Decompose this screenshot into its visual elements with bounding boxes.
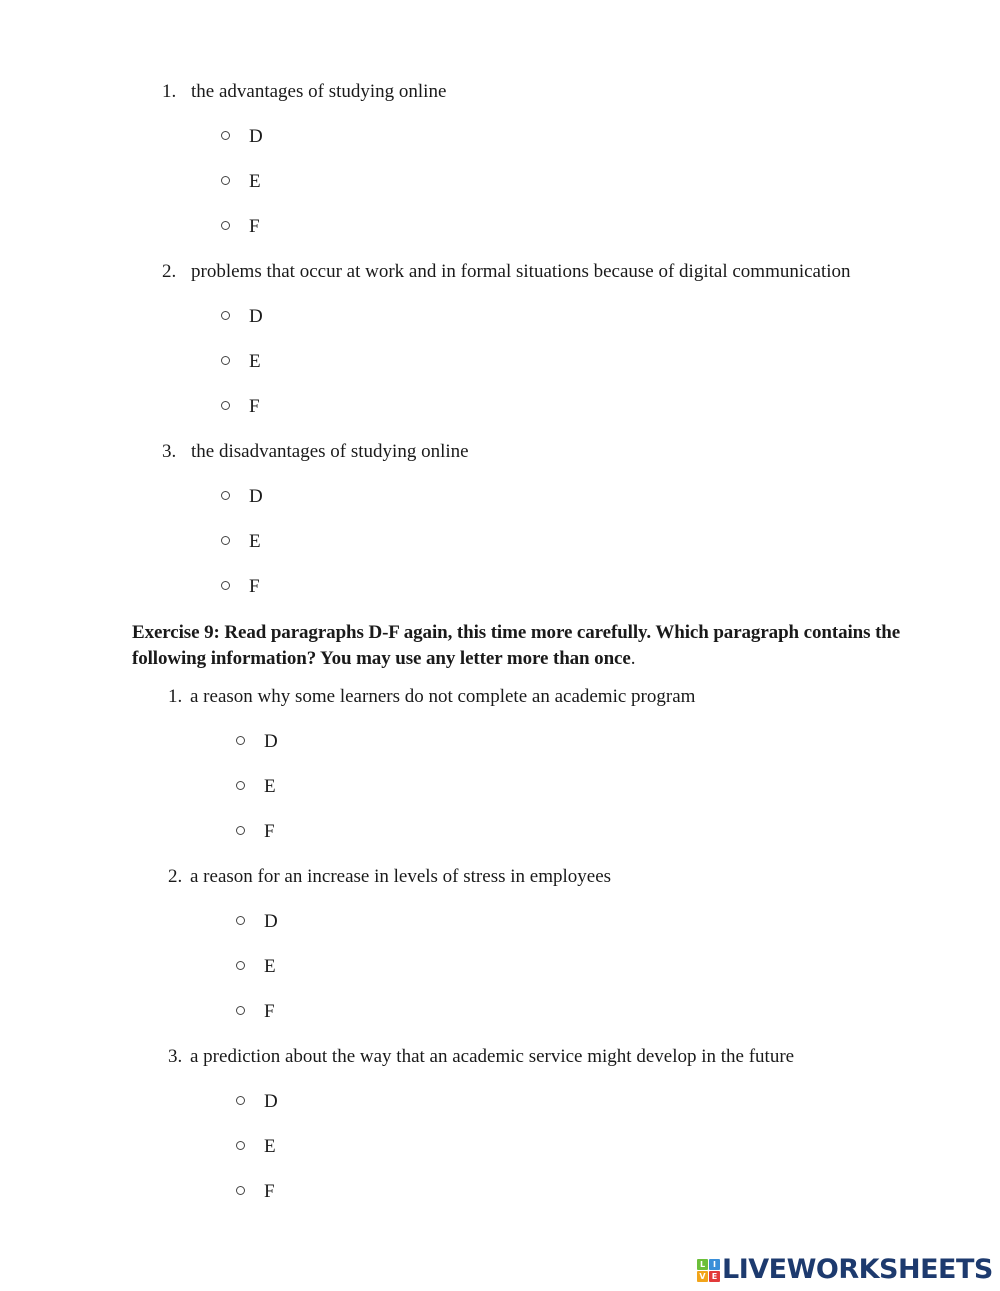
ex9-question-1: [168, 686, 695, 708]
option-f[interactable]: [236, 1181, 275, 1203]
question-number: 3.: [162, 441, 177, 462]
question-number: 3.: [168, 1046, 183, 1067]
ex9-question-2: [168, 866, 611, 888]
radio-circle-icon[interactable]: [221, 356, 230, 365]
option-label: D: [249, 486, 263, 507]
radio-circle-icon[interactable]: [221, 581, 230, 590]
option-label: D: [264, 911, 278, 932]
radio-circle-icon[interactable]: [236, 1186, 245, 1195]
option-d[interactable]: [236, 1091, 278, 1113]
option-f[interactable]: [221, 576, 260, 598]
option-label: E: [264, 776, 276, 797]
radio-circle-icon[interactable]: [221, 131, 230, 140]
radio-circle-icon[interactable]: [221, 536, 230, 545]
question-text: problems that occur at work and in formal situations because of digital communication: [191, 261, 851, 282]
radio-circle-icon[interactable]: [236, 961, 245, 970]
question-text: a reason for an increase in levels of stress in employees: [190, 866, 612, 887]
option-label: D: [264, 731, 278, 752]
question-text: the advantages of studying online: [191, 81, 447, 102]
radio-circle-icon[interactable]: [236, 1006, 245, 1015]
question-number: 2.: [168, 866, 183, 887]
question-text: a reason why some learners do not complete an academic program: [190, 686, 696, 707]
option-label: F: [264, 1181, 275, 1202]
option-e[interactable]: [236, 956, 276, 978]
option-label: E: [249, 351, 261, 372]
option-e[interactable]: [236, 776, 276, 798]
liveworksheets-logo: [697, 1256, 993, 1284]
option-e[interactable]: [221, 171, 261, 193]
question-1: [162, 81, 446, 103]
question-text: the disadvantages of studying online: [191, 441, 469, 462]
option-d[interactable]: [221, 126, 263, 148]
option-e[interactable]: [221, 351, 261, 373]
radio-circle-icon[interactable]: [221, 176, 230, 185]
question-number: 1.: [168, 686, 183, 707]
option-label: E: [249, 531, 261, 552]
option-label: D: [249, 126, 263, 147]
tile-e: E: [709, 1271, 720, 1282]
option-f[interactable]: [236, 1001, 275, 1023]
radio-circle-icon[interactable]: [236, 781, 245, 790]
question-number: 1.: [162, 81, 177, 102]
option-f[interactable]: [236, 821, 275, 843]
radio-circle-icon[interactable]: [221, 311, 230, 320]
option-f[interactable]: [221, 216, 260, 238]
question-text: a prediction about the way that an academic service might develop in the future: [190, 1046, 795, 1067]
option-f[interactable]: [221, 396, 260, 418]
option-label: F: [249, 576, 260, 597]
tile-l: L: [697, 1259, 708, 1270]
tile-i: I: [709, 1259, 720, 1270]
radio-circle-icon[interactable]: [236, 736, 245, 745]
option-label: E: [264, 1136, 276, 1157]
tile-v: V: [697, 1271, 708, 1282]
option-label: E: [264, 956, 276, 977]
option-label: F: [264, 1001, 275, 1022]
option-e[interactable]: [221, 531, 261, 553]
radio-circle-icon[interactable]: [236, 1141, 245, 1150]
question-2: [162, 261, 851, 283]
option-label: D: [264, 1091, 278, 1112]
heading-text: Exercise 9: Read paragraphs D-F again, this time more carefully. Which paragraph contains the following information? You may use any letter more than once: [132, 622, 901, 669]
option-label: F: [264, 821, 275, 842]
radio-circle-icon[interactable]: [221, 491, 230, 500]
option-label: F: [249, 216, 260, 237]
option-label: E: [249, 171, 261, 192]
option-d[interactable]: [236, 731, 278, 753]
live-tiles-icon: [697, 1259, 720, 1282]
ex9-question-3: [168, 1046, 794, 1068]
option-e[interactable]: [236, 1136, 276, 1158]
option-d[interactable]: [236, 911, 278, 933]
radio-circle-icon[interactable]: [236, 1096, 245, 1105]
radio-circle-icon[interactable]: [221, 401, 230, 410]
radio-circle-icon[interactable]: [221, 221, 230, 230]
exercise-9-heading: [132, 620, 932, 672]
option-label: D: [249, 306, 263, 327]
radio-circle-icon[interactable]: [236, 916, 245, 925]
option-d[interactable]: [221, 306, 263, 328]
option-d[interactable]: [221, 486, 263, 508]
logo-text: LIVEWORKSHEETS: [722, 1254, 993, 1285]
option-label: F: [249, 396, 260, 417]
heading-period: .: [630, 648, 636, 669]
question-number: 2.: [162, 261, 177, 282]
question-3: [162, 441, 469, 463]
radio-circle-icon[interactable]: [236, 826, 245, 835]
